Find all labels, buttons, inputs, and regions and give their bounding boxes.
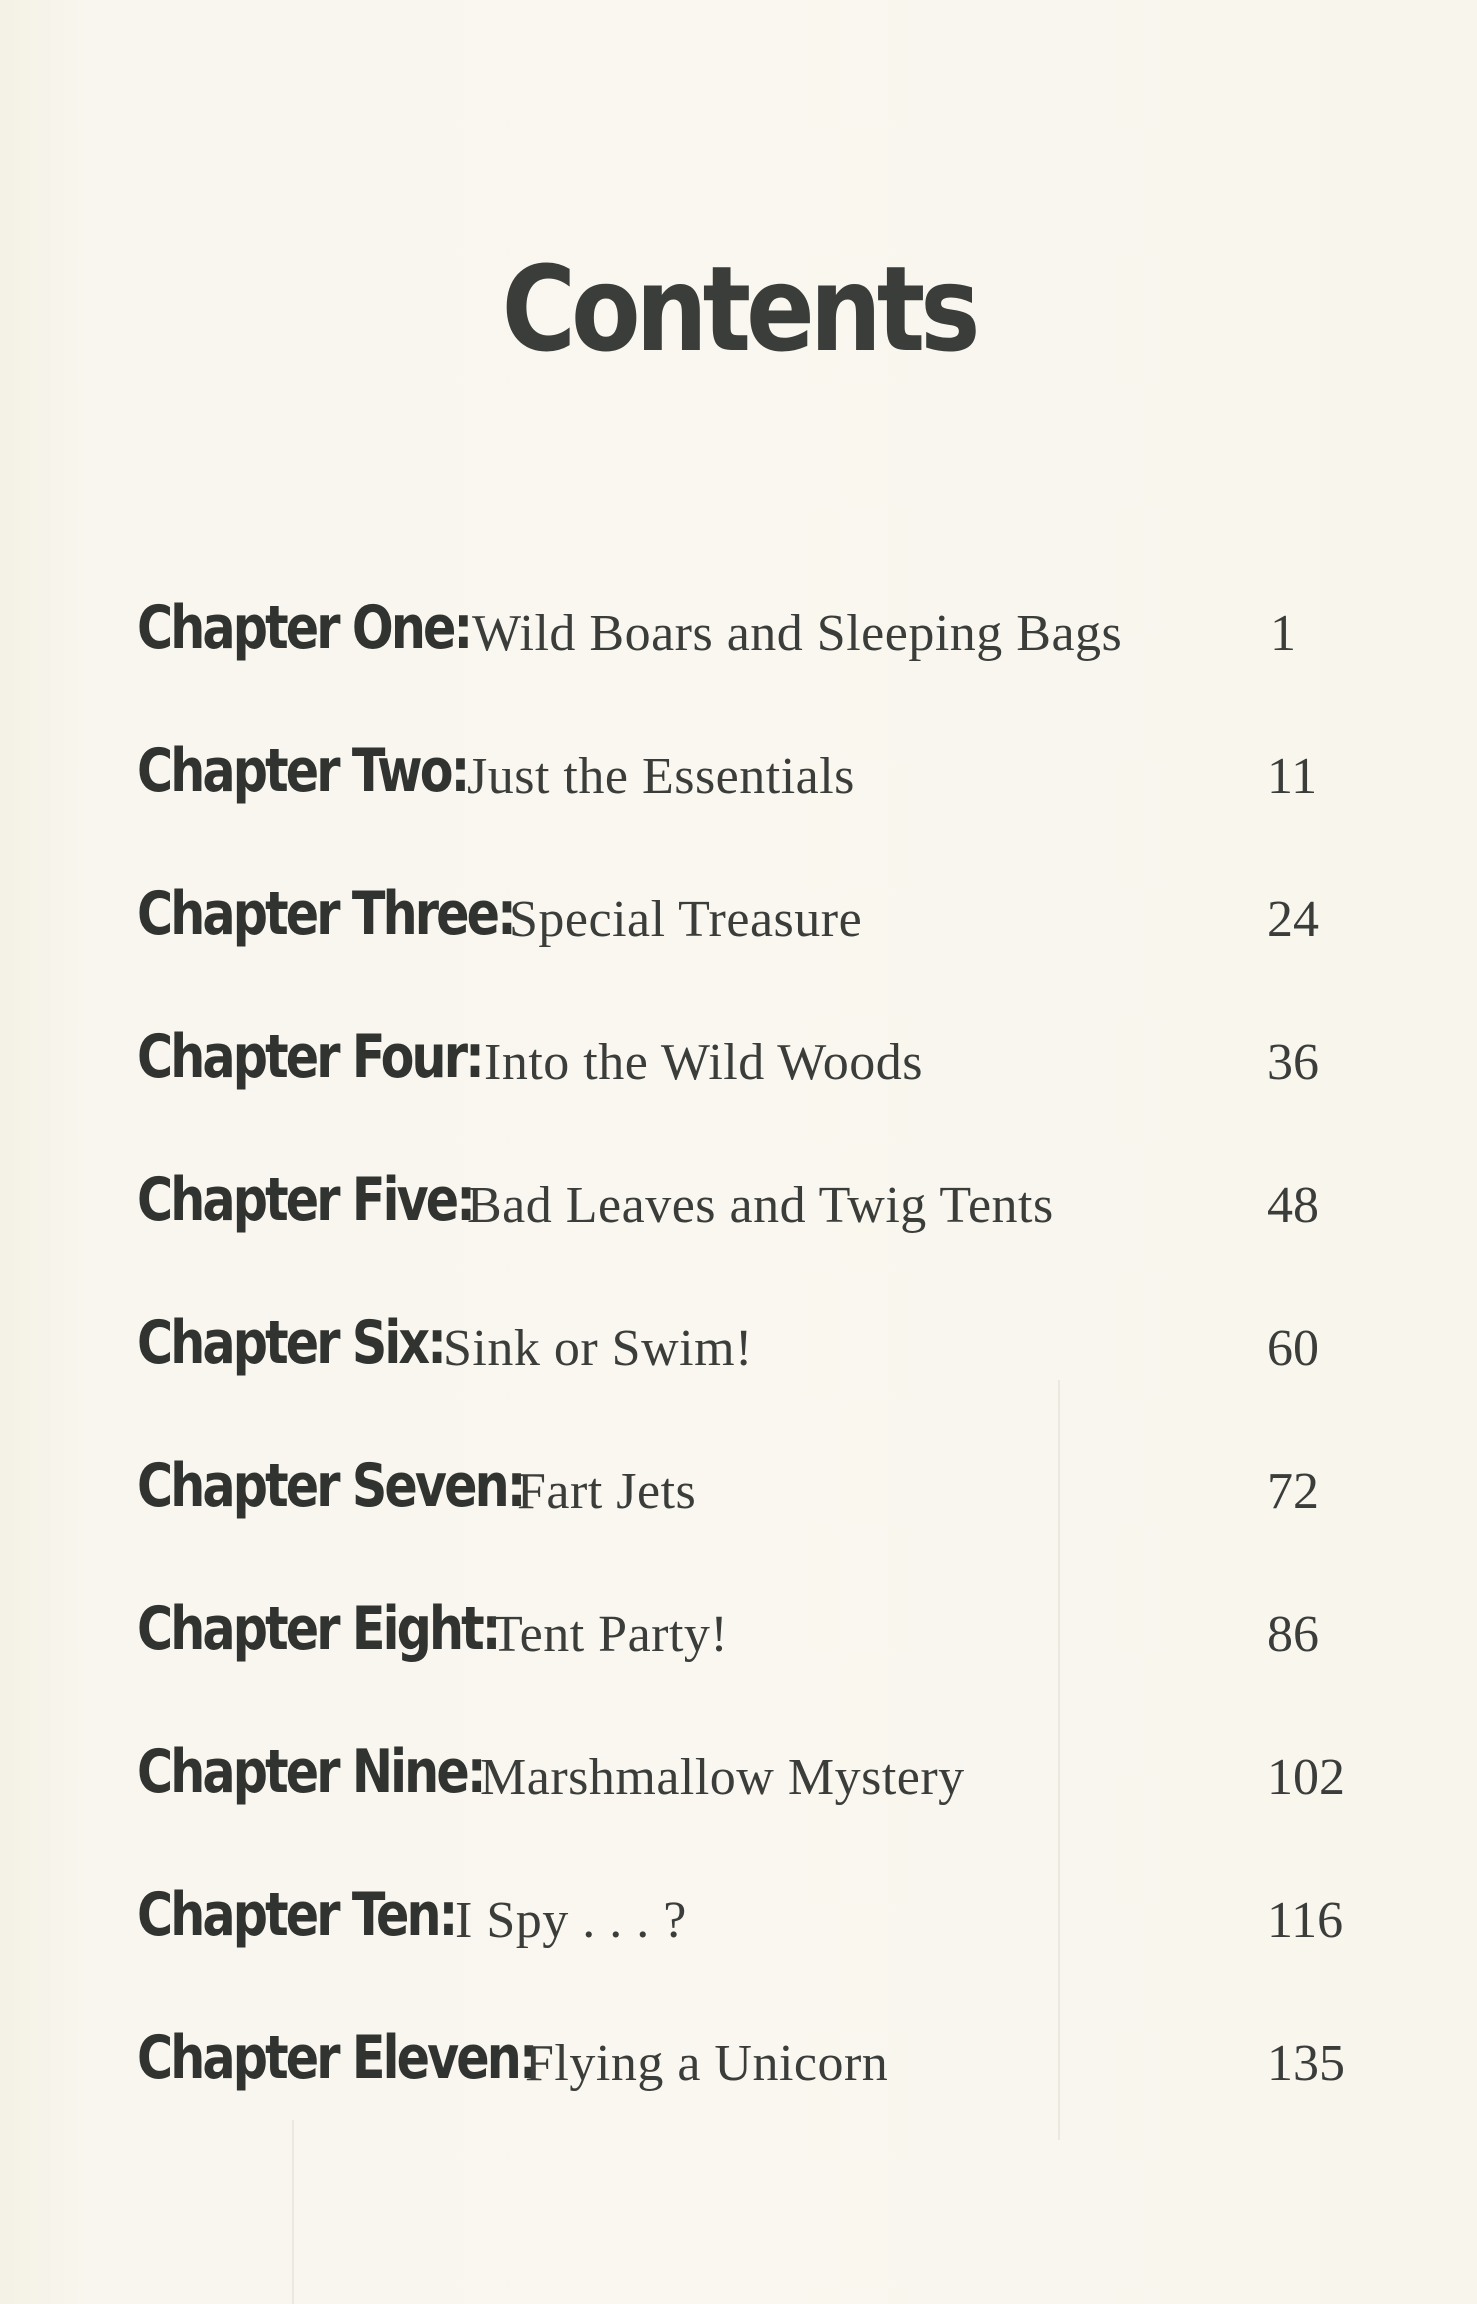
- toc-entry[interactable]: [137, 1872, 1347, 1972]
- toc-entry[interactable]: [137, 1443, 1347, 1543]
- toc-entry[interactable]: [137, 1157, 1347, 1257]
- chapter-title: I Spy . . . ?: [455, 1892, 687, 1949]
- toc-entry[interactable]: [137, 2015, 1347, 2115]
- chapter-title: Flying a Unicorn: [525, 2035, 889, 2092]
- chapter-page-number: 72: [1267, 1463, 1319, 1520]
- chapter-page-number: 102: [1267, 1749, 1345, 1806]
- chapter-page-number: 1: [1270, 605, 1296, 662]
- contents-heading: Contents: [501, 240, 976, 378]
- chapter-page-number: 116: [1267, 1892, 1344, 1949]
- chapter-label: Chapter Five:: [137, 1165, 474, 1235]
- toc-entry[interactable]: [137, 1729, 1347, 1829]
- chapter-page-number: 135: [1267, 2035, 1345, 2092]
- chapter-title: Sink or Swim!: [443, 1320, 753, 1377]
- toc-entry[interactable]: [137, 728, 1347, 828]
- chapter-page-number: 24: [1267, 891, 1319, 948]
- chapter-label: Chapter Ten:: [137, 1880, 456, 1950]
- chapter-label: Chapter One:: [137, 593, 471, 663]
- chapter-title: Tent Party!: [491, 1606, 729, 1663]
- chapter-title: Just the Essentials: [467, 748, 855, 805]
- chapter-label: Chapter Seven:: [137, 1451, 524, 1521]
- chapter-page-number: 36: [1267, 1034, 1319, 1091]
- chapter-title: Fart Jets: [517, 1463, 697, 1520]
- chapter-title: Into the Wild Woods: [484, 1034, 923, 1091]
- chapter-label: Chapter Eight:: [137, 1594, 499, 1664]
- chapter-title: Special Treasure: [509, 891, 863, 948]
- chapter-title: Wild Boars and Sleeping Bags: [472, 605, 1123, 662]
- chapter-label: Chapter Six:: [137, 1308, 445, 1378]
- chapter-label: Chapter Nine:: [137, 1737, 484, 1807]
- chapter-page-number: 86: [1267, 1606, 1319, 1663]
- toc-entry[interactable]: [137, 585, 1347, 685]
- chapter-label: Chapter Four:: [137, 1022, 482, 1092]
- toc-entry[interactable]: [137, 871, 1347, 971]
- chapter-label: Chapter Eleven:: [137, 2023, 536, 2093]
- chapter-label: Chapter Two:: [137, 736, 468, 806]
- toc-entry[interactable]: [137, 1014, 1347, 1114]
- chapter-page-number: 11: [1267, 748, 1318, 805]
- toc-entry[interactable]: [137, 1300, 1347, 1400]
- chapter-page-number: 60: [1267, 1320, 1319, 1377]
- chapter-label: Chapter Three:: [137, 879, 514, 949]
- chapter-title: Marshmallow Mystery: [480, 1749, 965, 1806]
- chapter-page-number: 48: [1267, 1177, 1319, 1234]
- toc-entry[interactable]: [137, 1586, 1347, 1686]
- chapter-title: Bad Leaves and Twig Tents: [467, 1177, 1054, 1234]
